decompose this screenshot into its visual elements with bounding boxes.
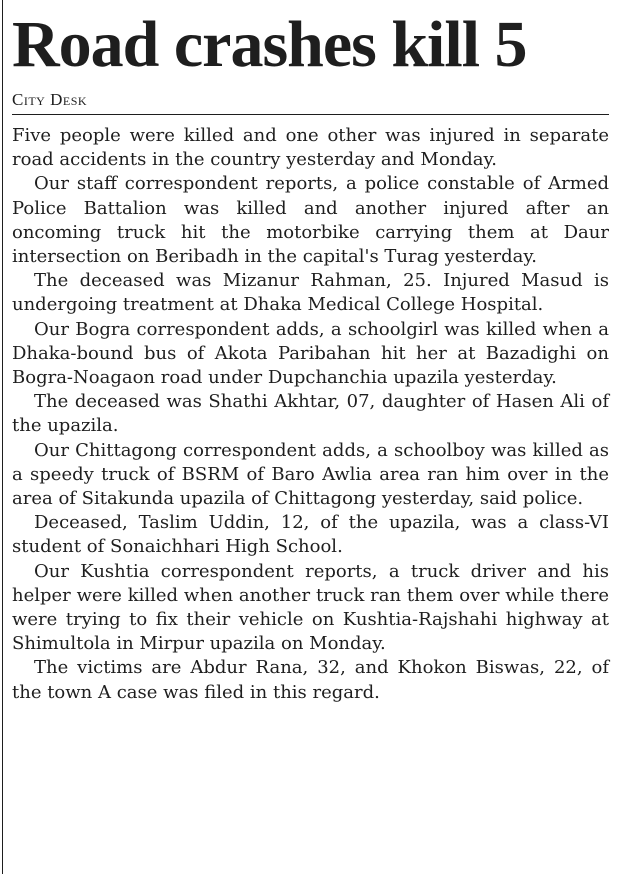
article-body	[12, 124, 609, 705]
paragraph-2: Our staff correspondent reports, a police constable of Armed Police Battalion was killed and another injured after an oncoming truck hit the motorbike carrying them at Daur intersection on Beribadh in the capital's Turag yesterday.	[12, 173, 609, 268]
byline-divider	[12, 114, 609, 115]
paragraph-1: Five people were killed and one other was injured in separate road accidents in the country yesterday and Monday.	[12, 125, 609, 171]
paragraph-4: Our Bogra correspondent adds, a schoolgirl was killed when a Dhaka-bound bus of Akota Paribahan hit her at Bazadighi on Bogra-Noagaon road under Dupchanchia upazila yesterday.	[12, 318, 609, 389]
column-rule	[2, 0, 3, 874]
byline: City Desk	[12, 90, 88, 109]
headline: Road crashes kill 5	[12, 8, 527, 81]
paragraph-6: Our Chittagong correspondent adds, a schoolboy was killed as a speedy truck of BSRM of Baro Awlia area ran him over in the area of Sitakunda upazila of Chittagong yesterday, said police.	[12, 439, 609, 510]
paragraph-3: The deceased was Mizanur Rahman, 25. Injured Masud is undergoing treatment at Dhaka Medical College Hospital.	[12, 270, 609, 316]
paragraph-7: Deceased, Taslim Uddin, 12, of the upazila, was a class-VI student of Sonaichhari High School.	[12, 512, 609, 558]
paragraph-8: Our Kushtia correspondent reports, a truck driver and his helper were killed when another truck ran them over while there were trying to fix their vehicle on Kushtia-Rajshahi highway at Shimultola in Mirpur upazila on Monday.	[12, 560, 609, 655]
paragraph-5: The deceased was Shathi Akhtar, 07, daughter of Hasen Ali of the upazila.	[12, 391, 609, 437]
paragraph-9: The victims are Abdur Rana, 32, and Khokon Biswas, 22, of the town A case was filed in this regard.	[12, 657, 609, 703]
